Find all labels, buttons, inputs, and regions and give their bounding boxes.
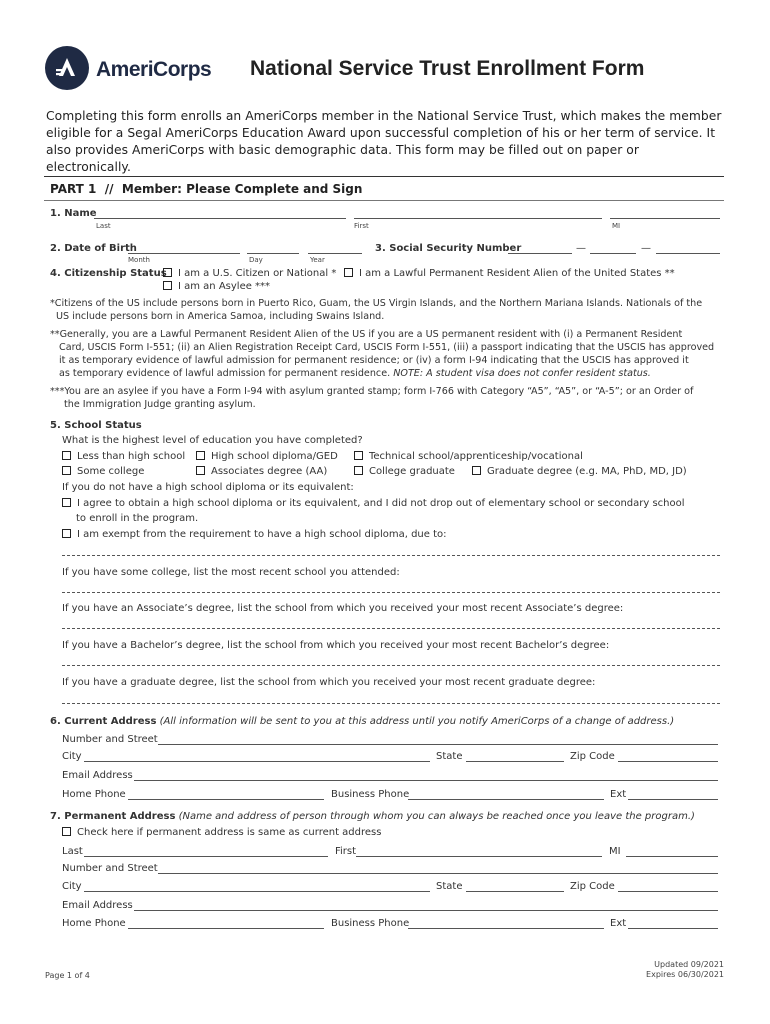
cur-home-phone-field[interactable]: [128, 799, 324, 800]
perm-home-phone-label: Home Phone: [62, 918, 126, 929]
cur-email-label: Email Address: [62, 770, 133, 781]
cur-ext-label: Ext: [610, 789, 627, 800]
assoc-field[interactable]: [62, 628, 720, 629]
checkbox[interactable]: [196, 466, 205, 475]
agree-diploma-option[interactable]: I agree to obtain a high school diploma or its equivalent, and I did not drop out of elementary school or secondary school: [62, 498, 685, 509]
form-title: National Service Trust Enrollment Form: [250, 57, 645, 80]
perm-zip-field[interactable]: [618, 891, 718, 892]
checkbox[interactable]: [163, 268, 172, 277]
day-caption: Day: [249, 256, 263, 264]
perm-ext-field[interactable]: [628, 928, 718, 929]
checkbox[interactable]: [163, 281, 172, 290]
first-name-field[interactable]: [354, 218, 602, 219]
same-address-checkbox[interactable]: Check here if permanent address is same as current address: [62, 827, 381, 838]
edu-some-college[interactable]: Some college: [62, 466, 144, 477]
citizen-option-us[interactable]: I am a U.S. Citizen or National *: [163, 268, 336, 279]
ssn-part2-field[interactable]: [590, 253, 636, 254]
dob-label: 2. Date of Birth: [50, 243, 137, 254]
checkbox[interactable]: [354, 451, 363, 460]
cur-city-label: City: [62, 751, 82, 762]
assoc-question: If you have an Associate’s degree, list the school from which you received your most recent Associate’s degree:: [62, 603, 624, 614]
bachelor-field[interactable]: [62, 665, 720, 666]
perm-state-field[interactable]: [466, 891, 564, 892]
americorps-logo: [45, 46, 89, 90]
cur-home-phone-label: Home Phone: [62, 789, 126, 800]
citizenship-label: 4. Citizenship Status: [50, 268, 167, 279]
perm-ext-label: Ext: [610, 918, 627, 929]
some-college-question: If you have some college, list the most recent school you attended:: [62, 567, 400, 578]
checkbox[interactable]: [62, 498, 71, 507]
edu-hs[interactable]: High school diploma/GED: [196, 451, 338, 462]
perm-home-phone-field[interactable]: [128, 928, 324, 929]
exempt-reason-field[interactable]: [62, 555, 720, 556]
edu-assoc[interactable]: Associates degree (AA): [196, 466, 327, 477]
permanent-address-heading: 7. Permanent Address (Name and address of person through whom you can always be reached once you leave the program.): [50, 811, 695, 822]
mi-caption: MI: [612, 222, 621, 230]
cur-ext-field[interactable]: [628, 799, 718, 800]
cur-zip-label: Zip Code: [570, 751, 615, 762]
school-status-label: 5. School Status: [50, 420, 142, 431]
perm-state-label: State: [436, 881, 463, 892]
education-question: What is the highest level of education you have completed?: [62, 435, 363, 446]
checkbox[interactable]: [344, 268, 353, 277]
grad-question: If you have a graduate degree, list the school from which you received your most recent graduate degree:: [62, 677, 596, 688]
checkbox[interactable]: [196, 451, 205, 460]
no-diploma-text: If you do not have a high school diploma or its equivalent:: [62, 482, 354, 493]
dob-month-field[interactable]: [128, 253, 240, 254]
page-number: Page 1 of 4: [45, 971, 90, 980]
perm-street-field[interactable]: [158, 873, 718, 874]
citizen-footnote-3: ***You are an asylee if you have a Form I-94 with asylum granted stamp; form I-766 with Category “A5”, “A5”, or “A-5”; or an Order of the Immigration Judge granting asylum.: [50, 386, 694, 410]
americorps-mark-icon: [45, 46, 89, 90]
ssn-part3-field[interactable]: [656, 253, 720, 254]
perm-business-phone-field[interactable]: [408, 928, 604, 929]
cur-state-label: State: [436, 751, 463, 762]
perm-first-field[interactable]: [356, 856, 602, 857]
checkbox[interactable]: [62, 451, 71, 460]
citizen-footnote-1: *Citizens of the US include persons born in Puerto Rico, Guam, the US Virgin Islands, and the Northern Mariana Islands. Nationals of the US include persons born in America Samoa, including Swains Island.: [50, 298, 703, 322]
checkbox[interactable]: [62, 827, 71, 836]
part1-underline: [44, 200, 724, 201]
edu-college-grad[interactable]: College graduate: [354, 466, 455, 477]
ssn-dash-2: —: [641, 243, 651, 254]
ssn-part1-field[interactable]: [508, 253, 572, 254]
year-caption: Year: [310, 256, 325, 264]
cur-email-field[interactable]: [134, 780, 718, 781]
grad-field[interactable]: [62, 703, 720, 704]
edu-grad[interactable]: Graduate degree (e.g. MA, PhD, MD, JD): [472, 466, 687, 477]
last-name-field[interactable]: [94, 218, 346, 219]
perm-street-label: Number and Street: [62, 863, 158, 874]
citizen-footnote-2: **Generally, you are a Lawful Permanent Resident Alien of the US if you are a US permanent resident with (i) a Permanent Resident Card, USCIS Form I-551; (ii) an Alien Registration Receipt Card, USCIS Form I-551, (iii) a passport indicating that the USCIS has approved it as temporary evidence of lawful admission for permanent residence; or (iv) a form I-94 indicating that the USCIS has approved it as temporary evidence of lawful admission for permanent residence. NOTE: A student visa does not confer resident status.: [50, 329, 715, 379]
edu-tech[interactable]: Technical school/apprenticeship/vocational: [354, 451, 583, 462]
perm-business-phone-label: Business Phone: [331, 918, 410, 929]
current-address-heading: 6. Current Address (All information will be sent to you at this address until you notify AmeriCorps of a change of address.): [50, 716, 675, 727]
dob-year-field[interactable]: [308, 253, 362, 254]
last-caption: Last: [96, 222, 111, 230]
bachelor-question: If you have a Bachelor’s degree, list the school from which you received your most recent Bachelor’s degree:: [62, 640, 610, 651]
perm-city-label: City: [62, 881, 82, 892]
cur-business-phone-field[interactable]: [408, 799, 604, 800]
part1-heading: PART 1 // Member: Please Complete and Sign: [50, 182, 363, 196]
first-caption: First: [354, 222, 369, 230]
perm-first-label: First: [335, 846, 357, 857]
ssn-dash-1: —: [576, 243, 586, 254]
checkbox[interactable]: [62, 529, 71, 538]
cur-street-label: Number and Street: [62, 734, 158, 745]
perm-city-field[interactable]: [84, 891, 430, 892]
perm-mi-field[interactable]: [626, 856, 718, 857]
cur-business-phone-label: Business Phone: [331, 789, 410, 800]
perm-last-label: Last: [62, 846, 83, 857]
ssn-label: 3. Social Security Number: [375, 243, 522, 254]
perm-mi-label: MI: [609, 846, 621, 857]
part1-rule: [44, 176, 724, 177]
expires-date: Expires 06/30/2021: [646, 970, 724, 979]
intro-paragraph: Completing this form enrolls an AmeriCorps member in the National Service Trust, which makes the member eligible for a Segal AmeriCorps Education Award upon successful completion of his or her term of service. It also provides AmeriCorps with basic demographic data. This form may be filled out on paper or electronically.: [46, 109, 722, 174]
citizen-option-asylee[interactable]: I am an Asylee ***: [163, 281, 270, 292]
some-college-field[interactable]: [62, 592, 720, 593]
cur-state-field[interactable]: [466, 761, 564, 762]
name-label: 1. Name: [50, 208, 97, 219]
perm-email-label: Email Address: [62, 900, 133, 911]
agree-diploma-cont: to enroll in the program.: [76, 513, 199, 524]
checkbox[interactable]: [62, 466, 71, 475]
exempt-diploma-option[interactable]: I am exempt from the requirement to have a high school diploma, due to:: [62, 529, 447, 540]
cur-zip-field[interactable]: [618, 761, 718, 762]
month-caption: Month: [128, 256, 150, 264]
dob-day-field[interactable]: [247, 253, 299, 254]
updated-date: Updated 09/2021: [654, 960, 724, 969]
checkbox[interactable]: [472, 466, 481, 475]
brand-name: AmeriCorps: [96, 58, 212, 81]
cur-street-field[interactable]: [158, 744, 718, 745]
edu-less-hs[interactable]: Less than high school: [62, 451, 185, 462]
checkbox[interactable]: [354, 466, 363, 475]
perm-zip-label: Zip Code: [570, 881, 615, 892]
middle-initial-field[interactable]: [610, 218, 720, 219]
citizen-option-resident[interactable]: I am a Lawful Permanent Resident Alien of the United States **: [344, 268, 675, 279]
cur-city-field[interactable]: [84, 761, 430, 762]
perm-last-field[interactable]: [84, 856, 328, 857]
perm-email-field[interactable]: [134, 910, 718, 911]
